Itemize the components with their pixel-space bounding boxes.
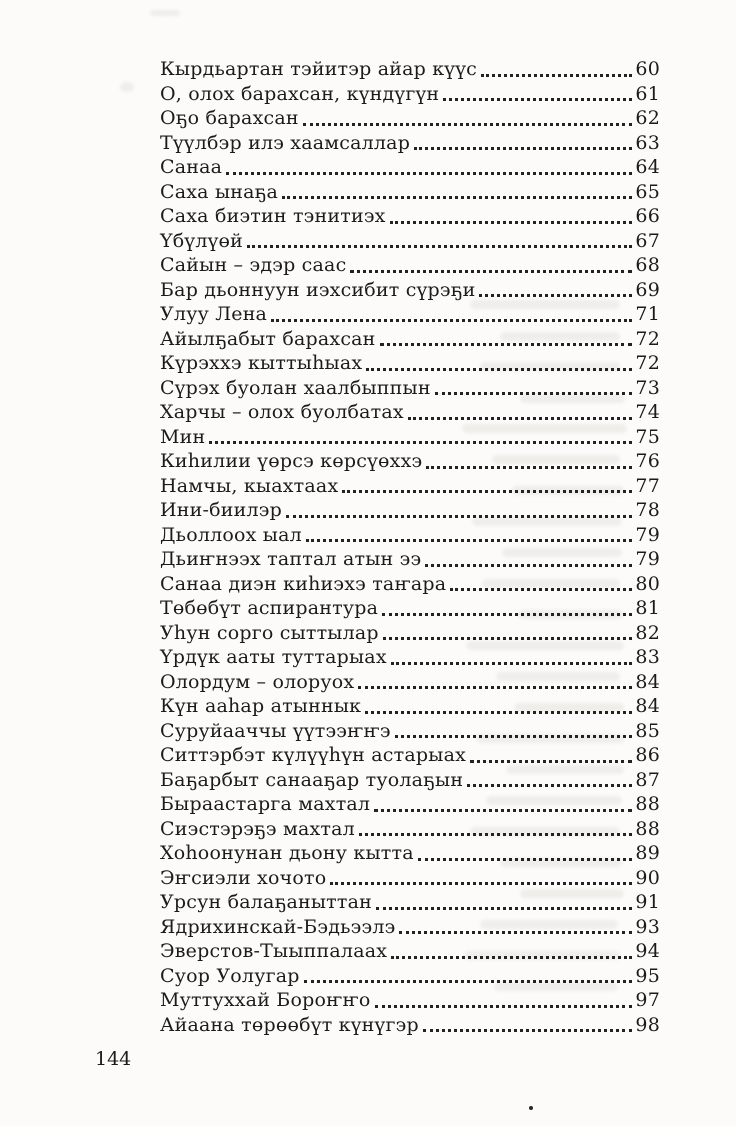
dot-leader bbox=[365, 711, 632, 714]
toc-entry-title: Саха ынаҕа bbox=[160, 180, 279, 203]
toc-entry-title: Ини-биилэр bbox=[160, 499, 282, 521]
toc-entry-row bbox=[160, 107, 660, 132]
ink-speck bbox=[529, 1106, 533, 1110]
toc-entry-page-number: 94 bbox=[635, 940, 660, 962]
toc-entry-page-number: 71 bbox=[635, 303, 660, 325]
toc-entry-title: Улуу Лена bbox=[160, 303, 268, 325]
toc-entry-row bbox=[160, 524, 660, 549]
toc-entry-page-number: 81 bbox=[635, 597, 660, 619]
dot-leader bbox=[467, 784, 632, 787]
toc-entry-title: Хоһоонунан дьону кытта bbox=[160, 842, 414, 864]
dot-leader bbox=[443, 98, 632, 101]
toc-entry-page-number: 72 bbox=[635, 327, 660, 350]
toc-entry-title: Урсун балаҕаныттан bbox=[160, 891, 372, 913]
toc-entry-page-number: 75 bbox=[635, 425, 660, 448]
toc-entry-row bbox=[160, 597, 660, 622]
toc-entry-page-number: 86 bbox=[635, 744, 660, 766]
dot-leader bbox=[470, 760, 632, 763]
dot-leader bbox=[366, 368, 632, 371]
toc-entry-title: Айылҕабыт барахсан bbox=[160, 327, 376, 350]
toc-entry-row bbox=[160, 352, 660, 377]
toc-entry-row bbox=[160, 793, 660, 818]
toc-entry-page-number: 66 bbox=[635, 205, 660, 227]
toc-entry-title: Ядрихинскай-Бэдьээлэ bbox=[160, 915, 396, 938]
toc-entry-row bbox=[160, 1014, 660, 1039]
toc-entry-row bbox=[160, 83, 660, 108]
toc-entry-title: Үрдүк ааты туттарыах bbox=[160, 646, 387, 668]
dot-leader bbox=[358, 686, 632, 689]
toc-entry-row bbox=[160, 230, 660, 255]
toc-entry-row bbox=[160, 426, 660, 451]
dot-leader bbox=[426, 466, 632, 469]
toc-entry-row bbox=[160, 573, 660, 598]
toc-entry-page-number: 95 bbox=[635, 964, 660, 987]
dot-leader bbox=[382, 613, 632, 616]
toc-entry-page-number: 80 bbox=[635, 572, 660, 595]
toc-entry-page-number: 97 bbox=[635, 989, 660, 1011]
dot-leader bbox=[391, 662, 632, 665]
toc-entry-title: Сүрэх буолан хаалбыппын bbox=[160, 376, 431, 399]
toc-entry-title: Төбөбүт аспирантура bbox=[160, 597, 379, 619]
toc-entry-row bbox=[160, 328, 660, 353]
toc-entry-page-number: 63 bbox=[635, 131, 660, 154]
toc-entry-title: Күрэххэ кыттыһыах bbox=[160, 352, 363, 374]
toc-entry-row bbox=[160, 769, 660, 794]
toc-entry-row bbox=[160, 671, 660, 696]
toc-entry-row bbox=[160, 695, 660, 720]
toc-entry-row bbox=[160, 377, 660, 402]
toc-entry-page-number: 89 bbox=[635, 842, 660, 864]
toc-entry-row bbox=[160, 744, 660, 769]
toc-entry-title: Олордум – олоруох bbox=[160, 670, 355, 693]
toc-entry-row bbox=[160, 401, 660, 426]
toc-entry-page-number: 67 bbox=[635, 229, 660, 252]
dot-leader bbox=[376, 907, 632, 910]
toc-entry-page-number: 84 bbox=[635, 695, 660, 717]
toc-entry-title: Кырдьартан тэйитэр айар күүс bbox=[160, 58, 478, 80]
toc-entry-title: Үбүлүөй bbox=[160, 229, 244, 252]
toc-entry-page-number: 85 bbox=[635, 719, 660, 742]
toc-entry-page-number: 78 bbox=[635, 499, 660, 521]
toc-entry-title: Намчы, кыахтаах bbox=[160, 474, 339, 497]
dot-leader bbox=[390, 221, 632, 224]
toc-entry-page-number: 64 bbox=[635, 156, 660, 178]
toc-entry-page-number: 90 bbox=[635, 866, 660, 889]
toc-entry-page-number: 82 bbox=[635, 621, 660, 644]
toc-entry-row bbox=[160, 58, 660, 83]
dot-leader bbox=[383, 637, 632, 640]
dot-leader bbox=[286, 515, 632, 518]
toc-entry-row bbox=[160, 450, 660, 475]
dot-leader bbox=[423, 1029, 632, 1032]
toc-entry-title: Айаана төрөөбүт күнүгэр bbox=[160, 1013, 419, 1036]
toc-entry-row bbox=[160, 916, 660, 941]
toc-entry-title: Киһилии үөрсэ көрсүөххэ bbox=[160, 450, 423, 472]
toc-entry-title: Бар дьоннуун иэхсибит сүрэҕи bbox=[160, 278, 476, 301]
toc-entry-title: Сиэстэрэҕэ махтал bbox=[160, 817, 355, 840]
dot-leader bbox=[391, 956, 632, 959]
toc-entry-page-number: 68 bbox=[635, 254, 660, 276]
toc-entry-page-number: 62 bbox=[635, 107, 660, 129]
toc-entry-page-number: 61 bbox=[635, 82, 660, 105]
toc-entry-title: Түүлбэр илэ хаамсаллар bbox=[160, 131, 411, 154]
toc-entry-page-number: 77 bbox=[635, 474, 660, 497]
dot-leader bbox=[408, 417, 632, 420]
dot-leader bbox=[418, 858, 632, 861]
toc-entry-page-number: 88 bbox=[635, 817, 660, 840]
dot-leader bbox=[481, 74, 632, 77]
toc-entry-row bbox=[160, 646, 660, 671]
toc-entry-row bbox=[160, 989, 660, 1014]
table-of-contents bbox=[160, 58, 660, 1038]
toc-entry-page-number: 65 bbox=[635, 180, 660, 203]
dot-leader bbox=[342, 490, 632, 493]
toc-entry-row bbox=[160, 842, 660, 867]
toc-entry-page-number: 88 bbox=[635, 793, 660, 815]
toc-entry-page-number: 87 bbox=[635, 768, 660, 791]
folio-page-number: 144 bbox=[95, 1048, 132, 1070]
toc-entry-page-number: 79 bbox=[635, 548, 660, 570]
toc-entry-page-number: 69 bbox=[635, 278, 660, 301]
toc-entry-page-number: 73 bbox=[635, 376, 660, 399]
toc-entry-row bbox=[160, 132, 660, 157]
toc-entry-title: Суор Уолугар bbox=[160, 964, 300, 987]
dot-leader bbox=[374, 809, 632, 812]
toc-entry-row bbox=[160, 279, 660, 304]
toc-entry-title: Эҥсиэли хочото bbox=[160, 866, 327, 889]
dot-leader bbox=[425, 564, 632, 567]
dot-leader bbox=[226, 172, 632, 175]
dot-leader bbox=[450, 588, 632, 591]
toc-entry-page-number: 76 bbox=[635, 450, 660, 472]
toc-entry-title: О, олох барахсан, күндүгүн bbox=[160, 82, 440, 105]
toc-entry-title: Сайын – эдэр саас bbox=[160, 254, 347, 276]
toc-entry-title: Санаа bbox=[160, 156, 223, 178]
toc-entry-row bbox=[160, 303, 660, 328]
dot-leader bbox=[414, 147, 632, 150]
dot-leader bbox=[209, 441, 632, 444]
toc-entry-title: Эверстов-Тыыппалаах bbox=[160, 940, 388, 962]
dot-leader bbox=[306, 539, 632, 542]
toc-entry-row bbox=[160, 548, 660, 573]
toc-entry-row bbox=[160, 475, 660, 500]
toc-entry-row bbox=[160, 181, 660, 206]
toc-entry-page-number: 93 bbox=[635, 915, 660, 938]
toc-entry-title: Ситтэрбэт күлүүһүн астарыах bbox=[160, 744, 467, 766]
dot-leader bbox=[380, 343, 632, 346]
dot-leader bbox=[271, 319, 632, 322]
toc-entry-page-number: 79 bbox=[635, 523, 660, 546]
toc-entry-row bbox=[160, 254, 660, 279]
toc-entry-page-number: 84 bbox=[635, 670, 660, 693]
scan-smudge bbox=[120, 82, 134, 92]
toc-entry-title: Харчы – олох буолбатах bbox=[160, 401, 404, 423]
dot-leader bbox=[247, 245, 632, 248]
toc-entry-title: Күн ааһар атыннык bbox=[160, 695, 362, 717]
toc-entry-row bbox=[160, 622, 660, 647]
dot-leader bbox=[359, 833, 632, 836]
toc-entry-page-number: 72 bbox=[635, 352, 660, 374]
toc-entry-title: Суруйааччы үүтээҥҥэ bbox=[160, 719, 391, 742]
toc-entry-row bbox=[160, 205, 660, 230]
toc-entry-page-number: 98 bbox=[635, 1013, 660, 1036]
toc-entry-page-number: 91 bbox=[635, 891, 660, 913]
toc-entry-row bbox=[160, 499, 660, 524]
toc-entry-row bbox=[160, 891, 660, 916]
dot-leader bbox=[375, 1005, 632, 1008]
toc-entry-page-number: 60 bbox=[635, 58, 660, 80]
toc-entry-title: Оҕо барахсан bbox=[160, 107, 299, 129]
dot-leader bbox=[303, 123, 632, 126]
toc-entry-title: Санаа диэн киһиэхэ таҥара bbox=[160, 572, 447, 595]
dot-leader bbox=[282, 196, 632, 199]
toc-entry-title: Быраастарга махтал bbox=[160, 793, 371, 815]
toc-entry-row bbox=[160, 940, 660, 965]
toc-entry-row bbox=[160, 818, 660, 843]
dot-leader bbox=[435, 392, 632, 395]
dot-leader bbox=[479, 294, 632, 297]
toc-entry-title: Саха биэтин тэнитиэх bbox=[160, 205, 386, 227]
dot-leader bbox=[330, 882, 632, 885]
dot-leader bbox=[395, 735, 632, 738]
toc-entry-row bbox=[160, 965, 660, 990]
dot-leader bbox=[350, 270, 632, 273]
toc-entry-title: Дьиҥнээх таптал атын ээ bbox=[160, 548, 422, 570]
dot-leader bbox=[399, 931, 632, 934]
toc-entry-title: Муттуххай Бороҥҥо bbox=[160, 989, 371, 1011]
scan-smudge bbox=[150, 10, 180, 16]
toc-entry-row bbox=[160, 867, 660, 892]
toc-entry-row bbox=[160, 720, 660, 745]
toc-entry-title: Баҕарбыт санааҕар туолаҕын bbox=[160, 768, 464, 791]
toc-entry-title: Уһун сорго сыттылар bbox=[160, 621, 379, 644]
toc-entry-row bbox=[160, 156, 660, 181]
toc-entry-page-number: 74 bbox=[635, 401, 660, 423]
toc-entry-page-number: 83 bbox=[635, 646, 660, 668]
dot-leader bbox=[304, 980, 632, 983]
toc-entry-title: Мин bbox=[160, 425, 206, 448]
toc-entry-title: Дьоллоох ыал bbox=[160, 523, 302, 546]
